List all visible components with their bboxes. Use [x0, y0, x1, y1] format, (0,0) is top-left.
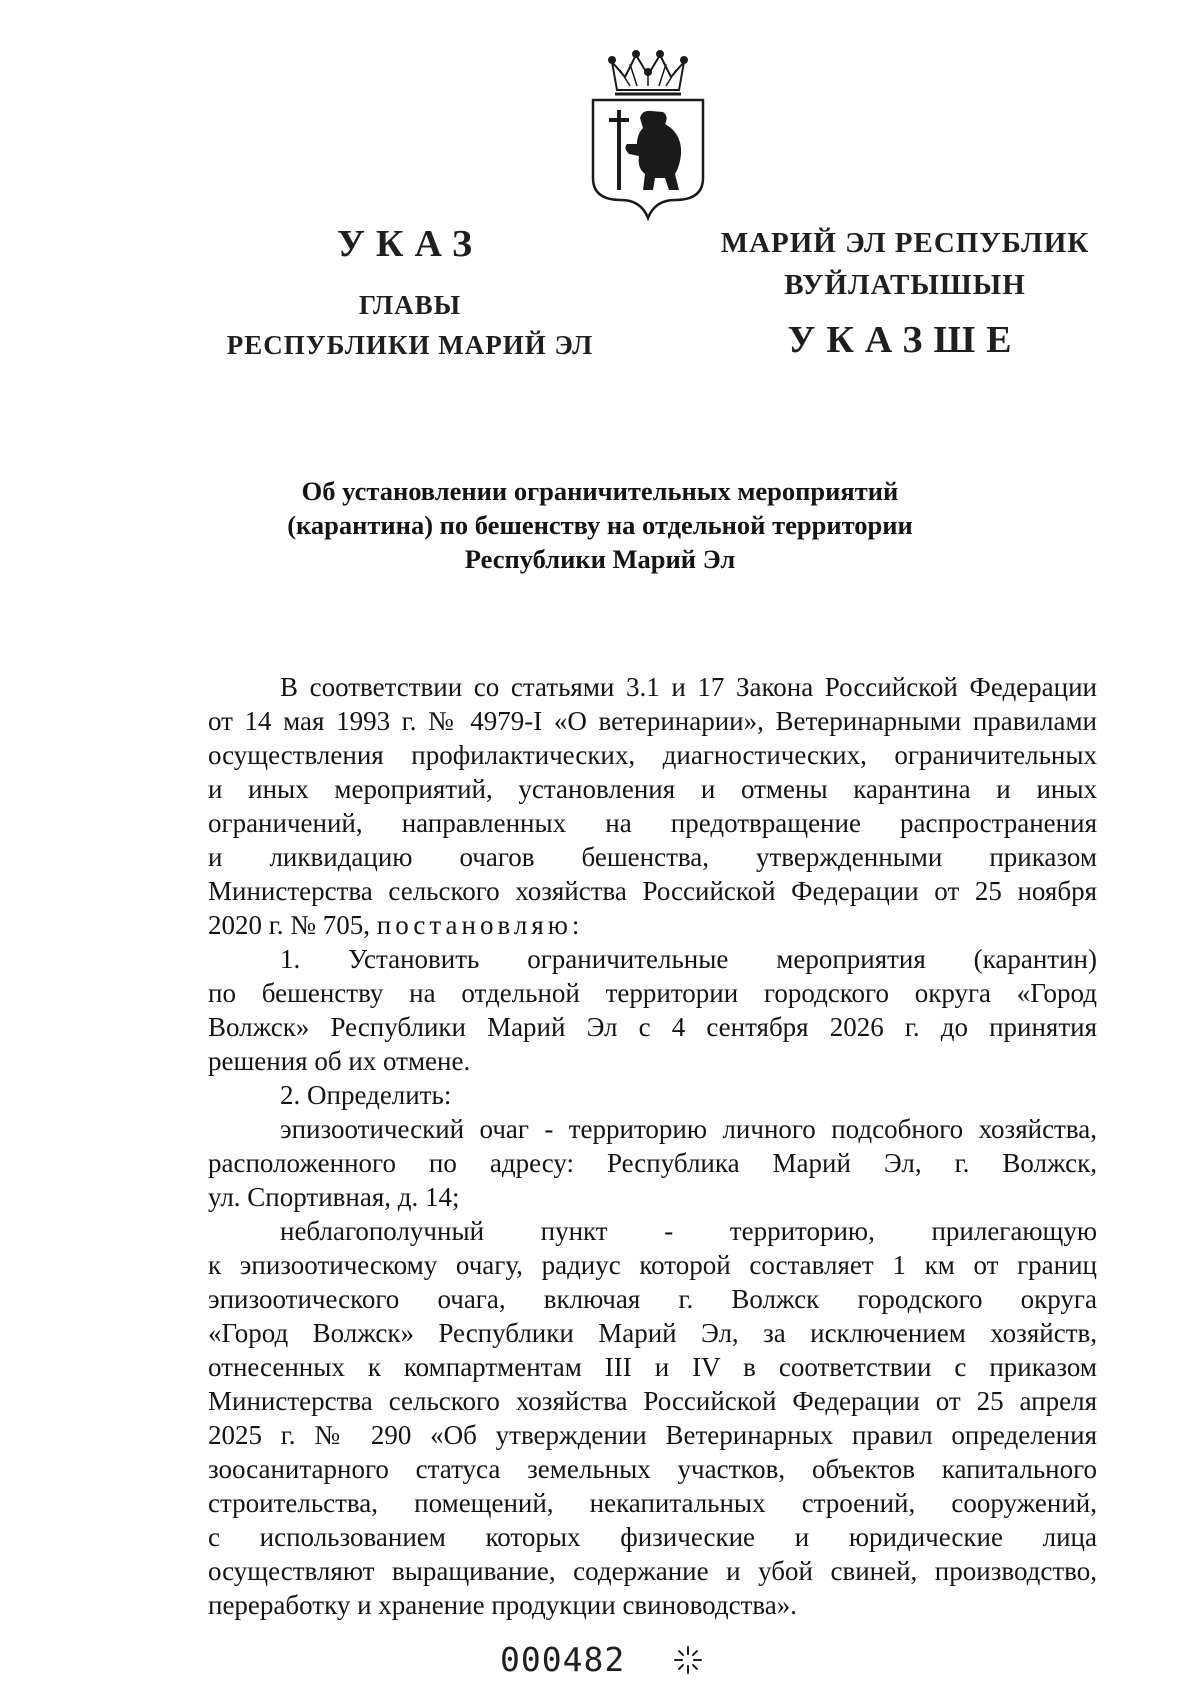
- focus-line: ул. Спортивная, д. 14;: [208, 1182, 460, 1212]
- issuer-russian-line-1: ГЛАВЫ: [358, 290, 462, 320]
- body-line: [208, 908, 1097, 942]
- decree-title-russian: УКАЗ: [337, 223, 483, 265]
- zone-line: 2025 г. № 290 «Об утверждении Ветеринарных правил определения: [208, 1420, 1097, 1450]
- document-title: [200, 474, 1000, 576]
- body-line: и иных мероприятий, установления и отмены карантина и иных: [208, 774, 1097, 804]
- document-title-line-3: Республики Марий Эл: [464, 544, 736, 574]
- coat-of-arms-emblem: [585, 50, 711, 222]
- issuer-mari: [690, 222, 1120, 306]
- issuer-russian-line-2: РЕСПУБЛИКИ МАРИЙ ЭЛ: [226, 330, 594, 360]
- item-1-line: решения об их отмене.: [208, 1046, 471, 1076]
- zone-line: отнесенных к компартментам III и IV в соответствии с приказом: [208, 1352, 1097, 1382]
- zone-line: зоосанитарного статуса земельных участков, объектов капитального: [208, 1454, 1097, 1484]
- decree-reference: 2020 г. № 705,: [208, 910, 371, 940]
- document-title-line-2: (карантина) по бешенству на отдельной территории: [287, 510, 913, 540]
- body-line: Министерства сельского хозяйства Российской Федерации от 25 ноября: [208, 876, 1097, 906]
- decree-word: постановляю:: [376, 910, 584, 940]
- body-line: осуществления профилактических, диагностических, ограничительных: [208, 740, 1097, 770]
- body-line: ограничений, направленных на предотвращение распространения: [208, 808, 1097, 838]
- body-line: от 14 мая 1993 г. № 4979-I «О ветеринарии», Ветеринарными правилами: [208, 706, 1097, 736]
- issuer-russian: [160, 285, 660, 365]
- body-line: В соответствии со статьями 3.1 и 17 Закона Российской Федерации: [280, 672, 1097, 702]
- decree-body: [208, 670, 1097, 1622]
- zone-line: осуществляют выращивание, содержание и убой свиней, производство,: [208, 1556, 1097, 1586]
- form-number: 000482: [500, 1640, 626, 1679]
- zone-line: с использованием которых физические и юридические лица: [208, 1522, 1097, 1552]
- zone-line: строительства, помещений, некапитальных строений, сооружений,: [208, 1488, 1097, 1518]
- zone-line: неблагополучный пункт - территорию, прилегающую: [280, 1216, 1097, 1246]
- asterisk-mark-icon: [673, 1645, 703, 1675]
- item-1-line: Волжск» Республики Марий Эл с 4 сентября 2026 г. до принятия: [208, 1012, 1097, 1042]
- focus-line: эпизоотический очаг - территорию личного подсобного хозяйства,: [280, 1114, 1097, 1144]
- body-line: и ликвидацию очагов бешенства, утвержденными приказом: [208, 842, 1097, 872]
- issuer-mari-line-2: ВУЙЛАТЫШЫН: [784, 269, 1026, 301]
- item-1-line: по бешенству на отдельной территории городского округа «Город: [208, 978, 1097, 1008]
- item-1-line: 1. Установить ограничительные мероприятия (карантин): [280, 944, 1097, 974]
- zone-line: переработку и хранение продукции свиноводства».: [208, 1590, 798, 1620]
- item-2-heading: 2. Определить:: [280, 1080, 452, 1110]
- zone-line: эпизоотического очага, включая г. Волжск городского округа: [208, 1284, 1097, 1314]
- document-title-line-1: Об установлении ограничительных мероприятий: [301, 476, 899, 506]
- issuer-mari-line-1: МАРИЙ ЭЛ РЕСПУБЛИК: [720, 227, 1090, 259]
- focus-line: расположенного по адресу: Республика Марий Эл, г. Волжск,: [208, 1148, 1097, 1178]
- zone-line: «Город Волжск» Республики Марий Эл, за исключением хозяйств,: [208, 1318, 1097, 1348]
- decree-title-mari: УКАЗШЕ: [787, 319, 1023, 361]
- zone-line: Министерства сельского хозяйства Российской Федерации от 25 апреля: [208, 1386, 1097, 1416]
- crown-icon: [609, 51, 687, 94]
- zone-line: к эпизоотическому очагу, радиус которой составляет 1 км от границ: [208, 1250, 1097, 1280]
